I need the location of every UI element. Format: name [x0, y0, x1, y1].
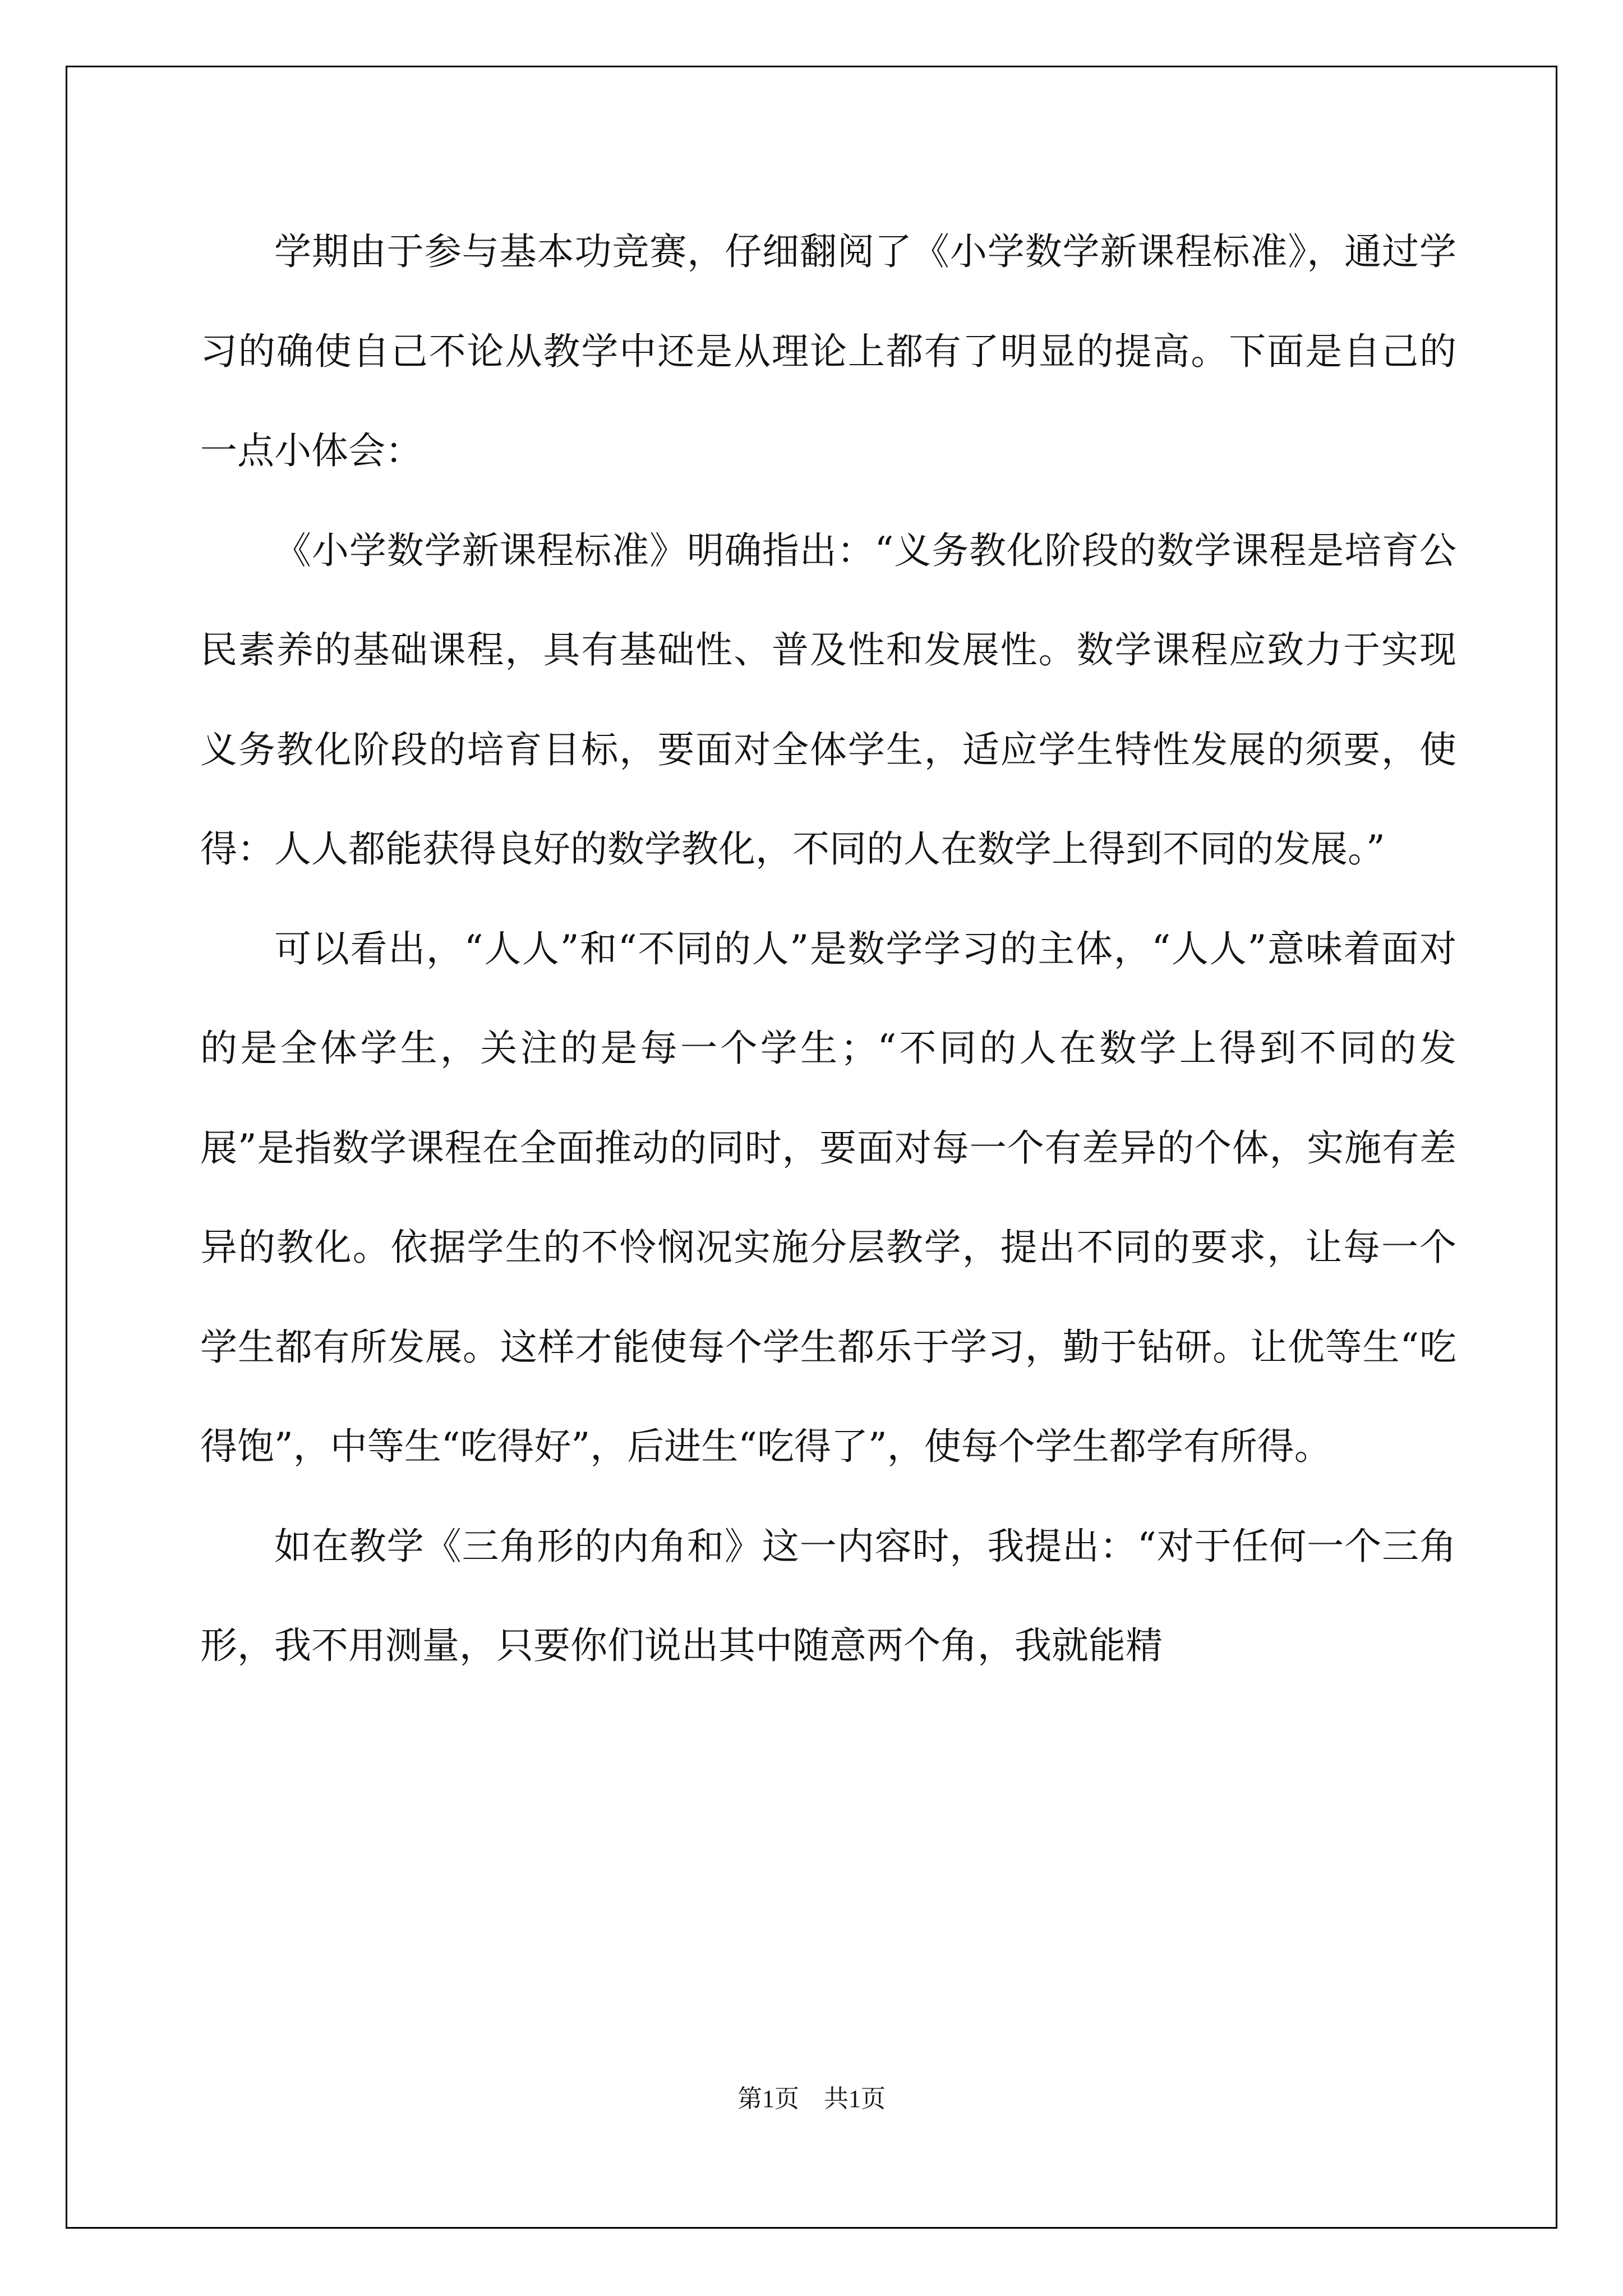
paragraph: 学期由于参与基本功竞赛，仔细翻阅了《小学数学新课程标准》，通过学习的确使自己不论从教学中还是从理论上都有了明显的提高。下面是自己的一点小体会：	[200, 230, 1456, 472]
page-number-footer: 第1页 共1页	[737, 2085, 886, 2113]
paragraph: 如在教学《三角形的内角和》这一内容时，我提出：“对于任何一个三角形，我不用测量，只要你们说出其中随意两个角，我就能精	[200, 1524, 1456, 1667]
paragraph: 可以看出，“人人”和“不同的人”是数学学习的主体，“人人”意味着面对的是全体学生，关注的是每一个学生；“不同的人在数学上得到不同的发展”是指数学课程在全面推动的同时，要面对每一个有差异的个体，实施有差异的教化。依据学生的不怜悯况实施分层教学，提出不同的要求，让每一个学生都有所发展。这样才能使每个学生都乐于学习，勤于钻研。让优等生“吃得饱”，中等生“吃得好”，后进生“吃得了”，使每个学生都学有所得。	[200, 927, 1456, 1468]
document-body	[200, 202, 1456, 1696]
paragraph: 《小学数学新课程标准》明确指出：“义务教化阶段的数学课程是培育公民素养的基础课程，具有基础性、普及性和发展性。数学课程应致力于实现义务教化阶段的培育目标，要面对全体学生，适应学生特性发展的须要，使得：人人都能获得良好的数学教化，不同的人在数学上得到不同的发展。”	[200, 528, 1456, 871]
